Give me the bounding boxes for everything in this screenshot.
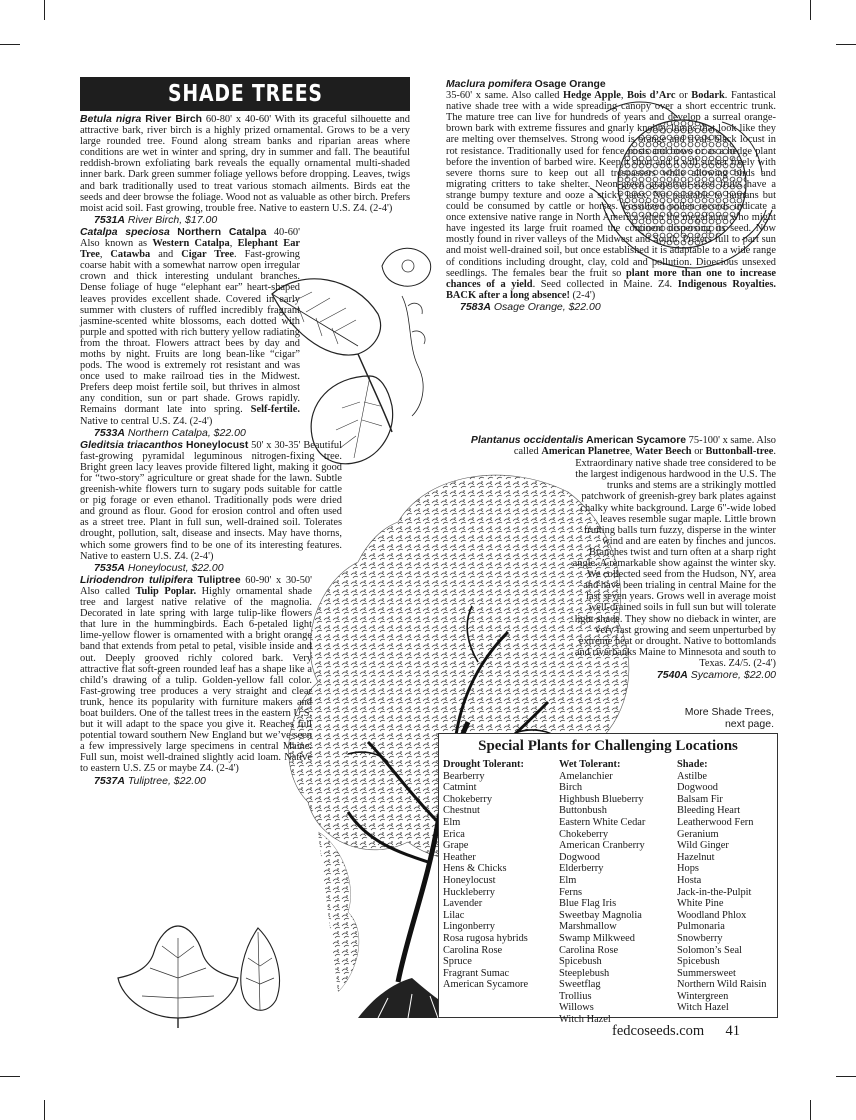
plant-list-item: Snowberry	[677, 932, 723, 944]
crop-mark	[836, 1076, 856, 1077]
shade-column	[677, 759, 766, 1014]
more-note-line: next page.	[724, 718, 774, 730]
plant-list-item: Elm	[443, 816, 461, 828]
order-item[interactable]	[446, 670, 776, 681]
item-code: 7533A	[94, 426, 125, 439]
plant-list-item: Amelanchier	[559, 770, 613, 782]
entry-body: Highly ornamental shade tree and largest native relative of the magnolia. Decorated in late spring with large tulip-like flowers that lure in the hummingbirds. Each 6-petaled light lime-yellow flower is ornamented with a bright orange band that extends from petal to petal, visible inside and out. Deeply grooved richly colored bark. Very attractive flat soft-green rounded leaf has a shape like a child’s drawing of a tulip. Golden-yellow fall color. Fast-growing tree produces a very straight and clear trunk, hence its popularity with furniture makers and boat builders. One of the tallest trees in the eastern U.S. but it will adapt to the space you give it. Reaches full potential toward southern New England but we’ve seen a few impressively large specimens in central Maine. Full sun, moist well-drained slightly acid loam. Native to eastern U.S. Z5 or maybe Z4. (2-4')	[80, 585, 312, 775]
plant-list-item: Hazelnut	[677, 851, 715, 863]
plant-list-item: Trollius	[559, 990, 592, 1002]
plant-list-item: Spicebush	[559, 956, 602, 968]
entry-body: 60-80' x 40-60' With its graceful silhouette and attractive bark, river birch is a highly prized ornamental. Grows to be a very large rounded tree. Found along stream banks and riparian areas where conditions are wet in winter and spring, dry in summer and fall. The beautiful reddish-brown exfoliating bark reveals the equally ornamental multi-shaded inner bark. Dark green summer foliage yellows before dropping. Leaves, twigs and bark traditionally used to treat various stomach ailments. Birds eat the seeds and deer browse the foliage. Wood not as valuable as other birch. Prefers moist acid soil. Fast growing, trouble free. Native to eastern U.S. Z4. (2-4')	[80, 114, 410, 214]
plant-list-item: Heather	[443, 851, 476, 863]
entry-text: or	[679, 90, 688, 102]
plant-list-item: American Cranberry	[559, 840, 645, 852]
plant-list-item: Spicebush	[677, 956, 720, 968]
plant-list-item: Eastern White Cedar	[559, 816, 646, 828]
alt-name: Bois d’Arc	[627, 90, 676, 102]
plant-list-item: Witch Hazel	[677, 1002, 729, 1014]
entry-text: . Seed collected in Maine. Z4.	[532, 278, 673, 290]
plant-list-item: Chokeberry	[559, 828, 609, 840]
plant-list-item: Hops	[677, 863, 699, 875]
order-item[interactable]	[446, 302, 776, 313]
plant-list-item: Fragrant Sumac	[443, 967, 510, 979]
common-name: American Sycamore	[586, 435, 687, 446]
common-name: River Birch	[145, 114, 202, 125]
alt-name: Tulip Poplar.	[135, 585, 197, 597]
entry-tuliptree	[80, 575, 312, 775]
item-desc: Osage Orange, $22.00	[493, 300, 601, 313]
plant-list-item: Jack-in-the-Pulpit	[677, 886, 752, 898]
plant-list-item: Wild Ginger	[677, 840, 729, 852]
alt-name: Hedge Apple	[563, 90, 621, 102]
column-heading: Drought Tolerant:	[443, 759, 524, 770]
entry-body: Extraordinary native shade tree considered to be the largest indigenous hardwood in the U.S. The trunks and stems are a strikingly mottled patchwork of greenish-grey bark plates against chalky white background. Large 6"-wide lobed leaves resemble sugar maple. Little brown fruiting balls turn fuzzy, disperse in the winter wind and are eaten by finches and juncos. Branches twist and turn often at a sharp right angle. A remarkable show against the winter sky. We collected seed from the Hudson, NY, area and have been trialing in central Maine for the last seven years. Grows well in average moist well-drained soils in full sun but will tolerate light shade. They show no dieback in winter, are very fast growing and seem unperturbed by extreme heat or drought. Native to bottomlands and riverbanks Maine to Minnesota and south to Texas. Z4/5. (2-4')	[572, 458, 776, 669]
special-plants-box	[438, 733, 778, 1026]
crop-mark	[810, 1100, 811, 1120]
plant-list-item: Grape	[443, 840, 469, 852]
plant-list-item: Geranium	[677, 828, 719, 840]
entry-size: 35-60' x same. Also called	[446, 90, 560, 102]
common-name: Tuliptree	[197, 574, 241, 586]
item-desc: Northern Catalpa, $22.00	[127, 426, 246, 439]
item-code: 7531A	[94, 213, 125, 226]
self-fertile-note: Self-fertile.	[250, 404, 300, 416]
latin-name: Catalpa speciosa	[80, 226, 170, 238]
order-item[interactable]	[80, 776, 410, 787]
plant-list-item: Pulmonaria	[677, 921, 725, 933]
plant-list-item: Blue Flag Iris	[559, 898, 617, 910]
order-item[interactable]	[80, 563, 410, 574]
plant-list-item: Astilbe	[677, 770, 708, 782]
plant-list-item: Rosa rugosa hybrids	[443, 932, 528, 944]
plant-list-item: Leatherwood Fern	[677, 816, 754, 828]
alt-name: Cigar Tree	[181, 249, 235, 261]
latin-name: Liriodendron tulipifera	[80, 574, 193, 586]
entry-size: 40-60'	[273, 226, 300, 238]
entry-northern-catalpa: Catalpa speciosa Northern Catalpa 40-60' Also known as Western Catalpa, Elephant Ear Tree, Catawba and Cigar Tree. Fast-growing coarse habit with a somewhat narrow open irregular crown and thick interesting undulant branches. Dense foliage of huge “elephant ear” heart-shaped leaves provides excellent shade. Covered in early summer with clusters of ruffled incredibly fragrant jasmine-scented white blossoms, each dotted with purple and spotted with rich buttery yellow radiating from the throat. Flowers attract bees by day and moths by night. Fruits are long bean-like “cigar” pods. The wood is extremely rot resistant and was once used to make railroad ties in the Midwest. Prefers deep moist fertile soil, but thrives in almost any condition, sun or part shade. Grows rapidly. Remains dormant late into spring. Self-fertile. Native to central U.S. Z4. (2-4')	[80, 226, 301, 427]
item-desc: Honeylocust, $22.00	[127, 561, 224, 574]
item-desc: Tuliptree, $22.00	[127, 774, 206, 787]
page-number: 41	[725, 1023, 740, 1039]
left-column	[80, 114, 410, 788]
plant-list-item: Catmint	[443, 782, 477, 794]
plant-list-item: American Sycamore	[443, 979, 529, 991]
plant-list-item: Spruce	[443, 956, 472, 968]
crop-mark	[44, 0, 45, 20]
item-code: 7540A	[656, 668, 688, 681]
plant-list-item: Dogwood	[677, 782, 718, 794]
more-note	[640, 706, 774, 730]
entry-text: or	[694, 446, 703, 458]
more-note-line: More Shade Trees,	[684, 706, 774, 718]
sycamore-body	[572, 458, 776, 669]
alt-name: Catawba	[110, 249, 151, 261]
alt-name: American Planetree	[541, 446, 630, 458]
osage-entry-block	[446, 79, 776, 314]
alt-name: Elephant Ear Tree	[80, 238, 301, 261]
entry-sycamore: Plantanus occidentalis American Sycamore 75-100' x same. Also called American Planetree, Water Beech or Buttonball-tree.	[470, 435, 776, 458]
tulip-leaf-illustration	[108, 918, 288, 1028]
plant-list-item: Carolina Rose	[443, 944, 503, 956]
plant-list-item: Chokeberry	[443, 793, 493, 805]
item-desc: Sycamore, $22.00	[690, 668, 776, 681]
plant-list-item: Willows	[559, 1002, 594, 1014]
plant-list-item: Huckleberry	[443, 886, 495, 898]
item-desc: River Birch, $17.00	[127, 213, 218, 226]
wet-tolerant-column	[559, 759, 645, 1026]
alt-name: Bodark	[691, 90, 725, 102]
crop-mark	[44, 1100, 45, 1120]
column-heading: Wet Tolerant:	[559, 759, 621, 770]
plant-list-item: Lilac	[443, 909, 465, 921]
entry-text: (2-4')	[572, 289, 596, 301]
plant-list-item: Wintergreen	[677, 990, 729, 1002]
plant-list-item: Summersweet	[677, 967, 736, 979]
plant-list-item: Hosta	[677, 874, 702, 886]
section-title: SHADE TREES	[167, 81, 323, 107]
special-plants-title: Special Plants for Challenging Locations	[478, 738, 738, 754]
plant-list-item: Swamp Milkweed	[559, 932, 635, 944]
site-url[interactable]: fedcoseeds.com	[612, 1023, 705, 1039]
entry-body: 50' x 30-35' Beautiful fast-growing pyramidal leguminous nitrogen-fixing tree. Bright green lacy leaves provide filtered light, making it good for “two-story” agriculture or great shade for the lawn. Subtle greenish-white flowers turn to sugary pods suitable for cattle or pig forage or even ethanol. Traditionally pods were dried and ground as flour. Good for erosion control and often used as a street tree. Plant in full sun, well-drained soil. Tolerates drought, pollution, salt, disease and insects. May have thorns, which some growers find to be one of its interesting features. Native to eastern U.S. Z4. (2-4')	[80, 439, 343, 562]
plant-list-item: Hens & Chicks	[443, 863, 507, 875]
entry-text: Native to central U.S. Z4. (2-4')	[80, 415, 213, 427]
entry-text: Also known as	[80, 238, 148, 250]
order-item[interactable]	[80, 428, 410, 439]
latin-name: Maclura pomifera	[446, 79, 533, 90]
plant-list-item: Elm	[559, 874, 577, 886]
alt-name: Water Beech	[634, 446, 692, 458]
plant-list-item: Highbush Blueberry	[559, 793, 644, 805]
item-code: 7535A	[94, 561, 125, 574]
plant-list-item: Lavender	[443, 898, 483, 910]
latin-name: Betula nigra	[80, 114, 142, 125]
crop-mark	[0, 44, 20, 45]
order-item[interactable]	[80, 215, 410, 226]
yield-note: plant more than one to increase chances of a yield	[446, 267, 776, 290]
latin-name: Plantanus occidentalis	[470, 435, 584, 446]
entry-body: Fantastical native shade tree with a wide spreading canopy over a short eccentric trunk. The mature tree can live for hundreds of years and develop a surreal orange-brown bark with extreme fissures and gnarly knobby lumps that look like they are melting over themselves. Strong wood is orange and rivals black locust in rot resistance. Traditionally used for fence posts and bows or as a hedge plant before the invention of barbed wire. Keep it short and it will sucker freely with severe thorns sure to keep out all trespassers while allowing birds and migrating critters to take shelter. Neon-green grapefruit-sized fruits have a strange bumpy texture and ooze a sticky latex. Not palatable to humans but could be consumed by cattle or horses. Fossilized pollen records indicate a once extensive native range in North America when the megafauna who might have ingested its large fruit roamed the continent dispersing its seed. Now mostly found in river valleys of the Midwest and South. Prefers full to part sun and moist well-drained soil, but once established it is adaptable to a wide range of conditions including drought, clay, cold and pollution. Dioecious unsexed seedlings. The females bear the fruit so	[446, 90, 776, 279]
plant-list-item: Erica	[443, 828, 465, 840]
latin-name: Gleditsia triacanthos	[80, 439, 184, 451]
plant-list-item: Dogwood	[559, 851, 600, 863]
section-banner	[80, 77, 410, 111]
plant-list-item: Lingonberry	[443, 921, 495, 933]
plant-list-item: Woodland Phlox	[677, 909, 747, 921]
entry-river-birch	[80, 114, 410, 214]
plant-list-item: Steeplebush	[559, 967, 610, 979]
plant-list-item: Witch Hazel	[559, 1014, 611, 1026]
plant-list-item: Bearberry	[443, 770, 485, 782]
plant-list-item: White Pine	[677, 898, 724, 910]
plant-list-item: Sweetbay Magnolia	[559, 909, 642, 921]
plant-list-item: Northern Wild Raisin	[677, 979, 767, 991]
item-code: 7537A	[94, 774, 125, 787]
common-name: Northern Catalpa	[177, 226, 267, 238]
entry-size: 60-90' x 30-50'	[245, 574, 312, 586]
entry-text: Also called	[80, 585, 130, 597]
plant-list-item: Buttonbush	[559, 805, 607, 817]
plant-list-item: Bleeding Heart	[677, 805, 741, 817]
sycamore-entry-block	[446, 435, 776, 682]
crop-mark	[0, 1076, 20, 1077]
entry-honeylocust	[80, 440, 342, 562]
plant-list-item: Ferns	[559, 886, 583, 898]
entry-text: Also called	[513, 435, 776, 458]
item-code: 7583A	[460, 300, 491, 313]
entry-osage-orange: Maclura pomifera Osage Orange 35-60' x same. Also called Hedge Apple, Bois d’Arc or Bodark. Fantastical native shade tree with a wide spreading canopy over a short eccentric trunk. The mature tree can live for hundreds of years and develop a surreal orange-brown bark with extreme fissures and gnarly knobby lumps that look like they are melting over themselves. Strong wood is orange and rivals black locust in rot resistance. Traditionally used for fence posts and bows or as a hedge plant before the invention of barbed wire. Keep it short and it will sucker freely with severe thorns sure to keep out all trespassers while allowing birds and migrating critters to take shelter. Neon-green grapefruit-sized fruits have a strange bumpy texture and ooze a sticky latex. Not palatable to humans but could be consumed by cattle or horses. Fossilized pollen records indicate a once extensive native range in North America when the megafauna who might have ingested its large fruit roamed the continent dispersing its seed. Now mostly found in river valleys of the Midwest and South. Prefers full to part sun and moist well-drained soil, but once established it is adaptable to a wide range of conditions including drought, clay, cold and pollution. Dioecious unsexed seedlings. The females bear the fruit so plant more than one to increase chances of a yield. Seed collected in Maine. Z4. Indigenous Royalties. BACK after a long absence! (2-4')	[446, 79, 776, 301]
alt-name: Western Catalpa	[152, 238, 230, 250]
plant-list-item: Birch	[559, 782, 583, 794]
plant-list-item: Solomon’s Seal	[677, 944, 742, 956]
entry-text: and	[158, 249, 174, 261]
plant-list-item: Balsam Fir	[677, 793, 723, 805]
crop-mark	[836, 44, 856, 45]
common-name: Osage Orange	[534, 79, 606, 90]
entry-body: Fast-growing coarse habit with a somewhat narrow open irregular crown and thick interesting undulant branches. Dense foliage of huge “elephant ear” heart-shaped leaves provides excellent shade. Covered in early summer with clusters of ruffled incredibly fragrant jasmine-scented white blossoms, each dotted with purple and spotted with rich buttery yellow radiating from the throat. Flowers attract bees by day and moths by night. Fruits are long bean-like “cigar” pods. The wood is extremely rot resistant and was once used to make railroad ties in the Midwest. Prefers deep moist fertile soil, but thrives in almost any condition, sun or part shade. Grows rapidly. Remains dormant late into spring.	[80, 249, 301, 416]
alt-name: Buttonball-tree	[705, 446, 774, 458]
common-name: Honeylocust	[185, 439, 249, 451]
royalties-note: Indigenous Royalties. BACK after a long absence!	[446, 278, 776, 301]
column-heading: Shade:	[677, 759, 708, 770]
crop-mark	[810, 0, 811, 20]
plant-list-item: Chestnut	[443, 805, 480, 817]
plant-list-item: Sweetflag	[559, 979, 601, 991]
drought-tolerant-column	[443, 759, 528, 991]
plant-list-item: Honeylocust	[443, 874, 496, 886]
plant-list-item: Marshmallow	[559, 921, 617, 933]
entry-size: 75-100' x same.	[688, 435, 755, 446]
plant-list-item: Elderberry	[559, 863, 604, 875]
page-footer	[612, 1023, 740, 1039]
plant-list-item: Carolina Rose	[559, 944, 619, 956]
